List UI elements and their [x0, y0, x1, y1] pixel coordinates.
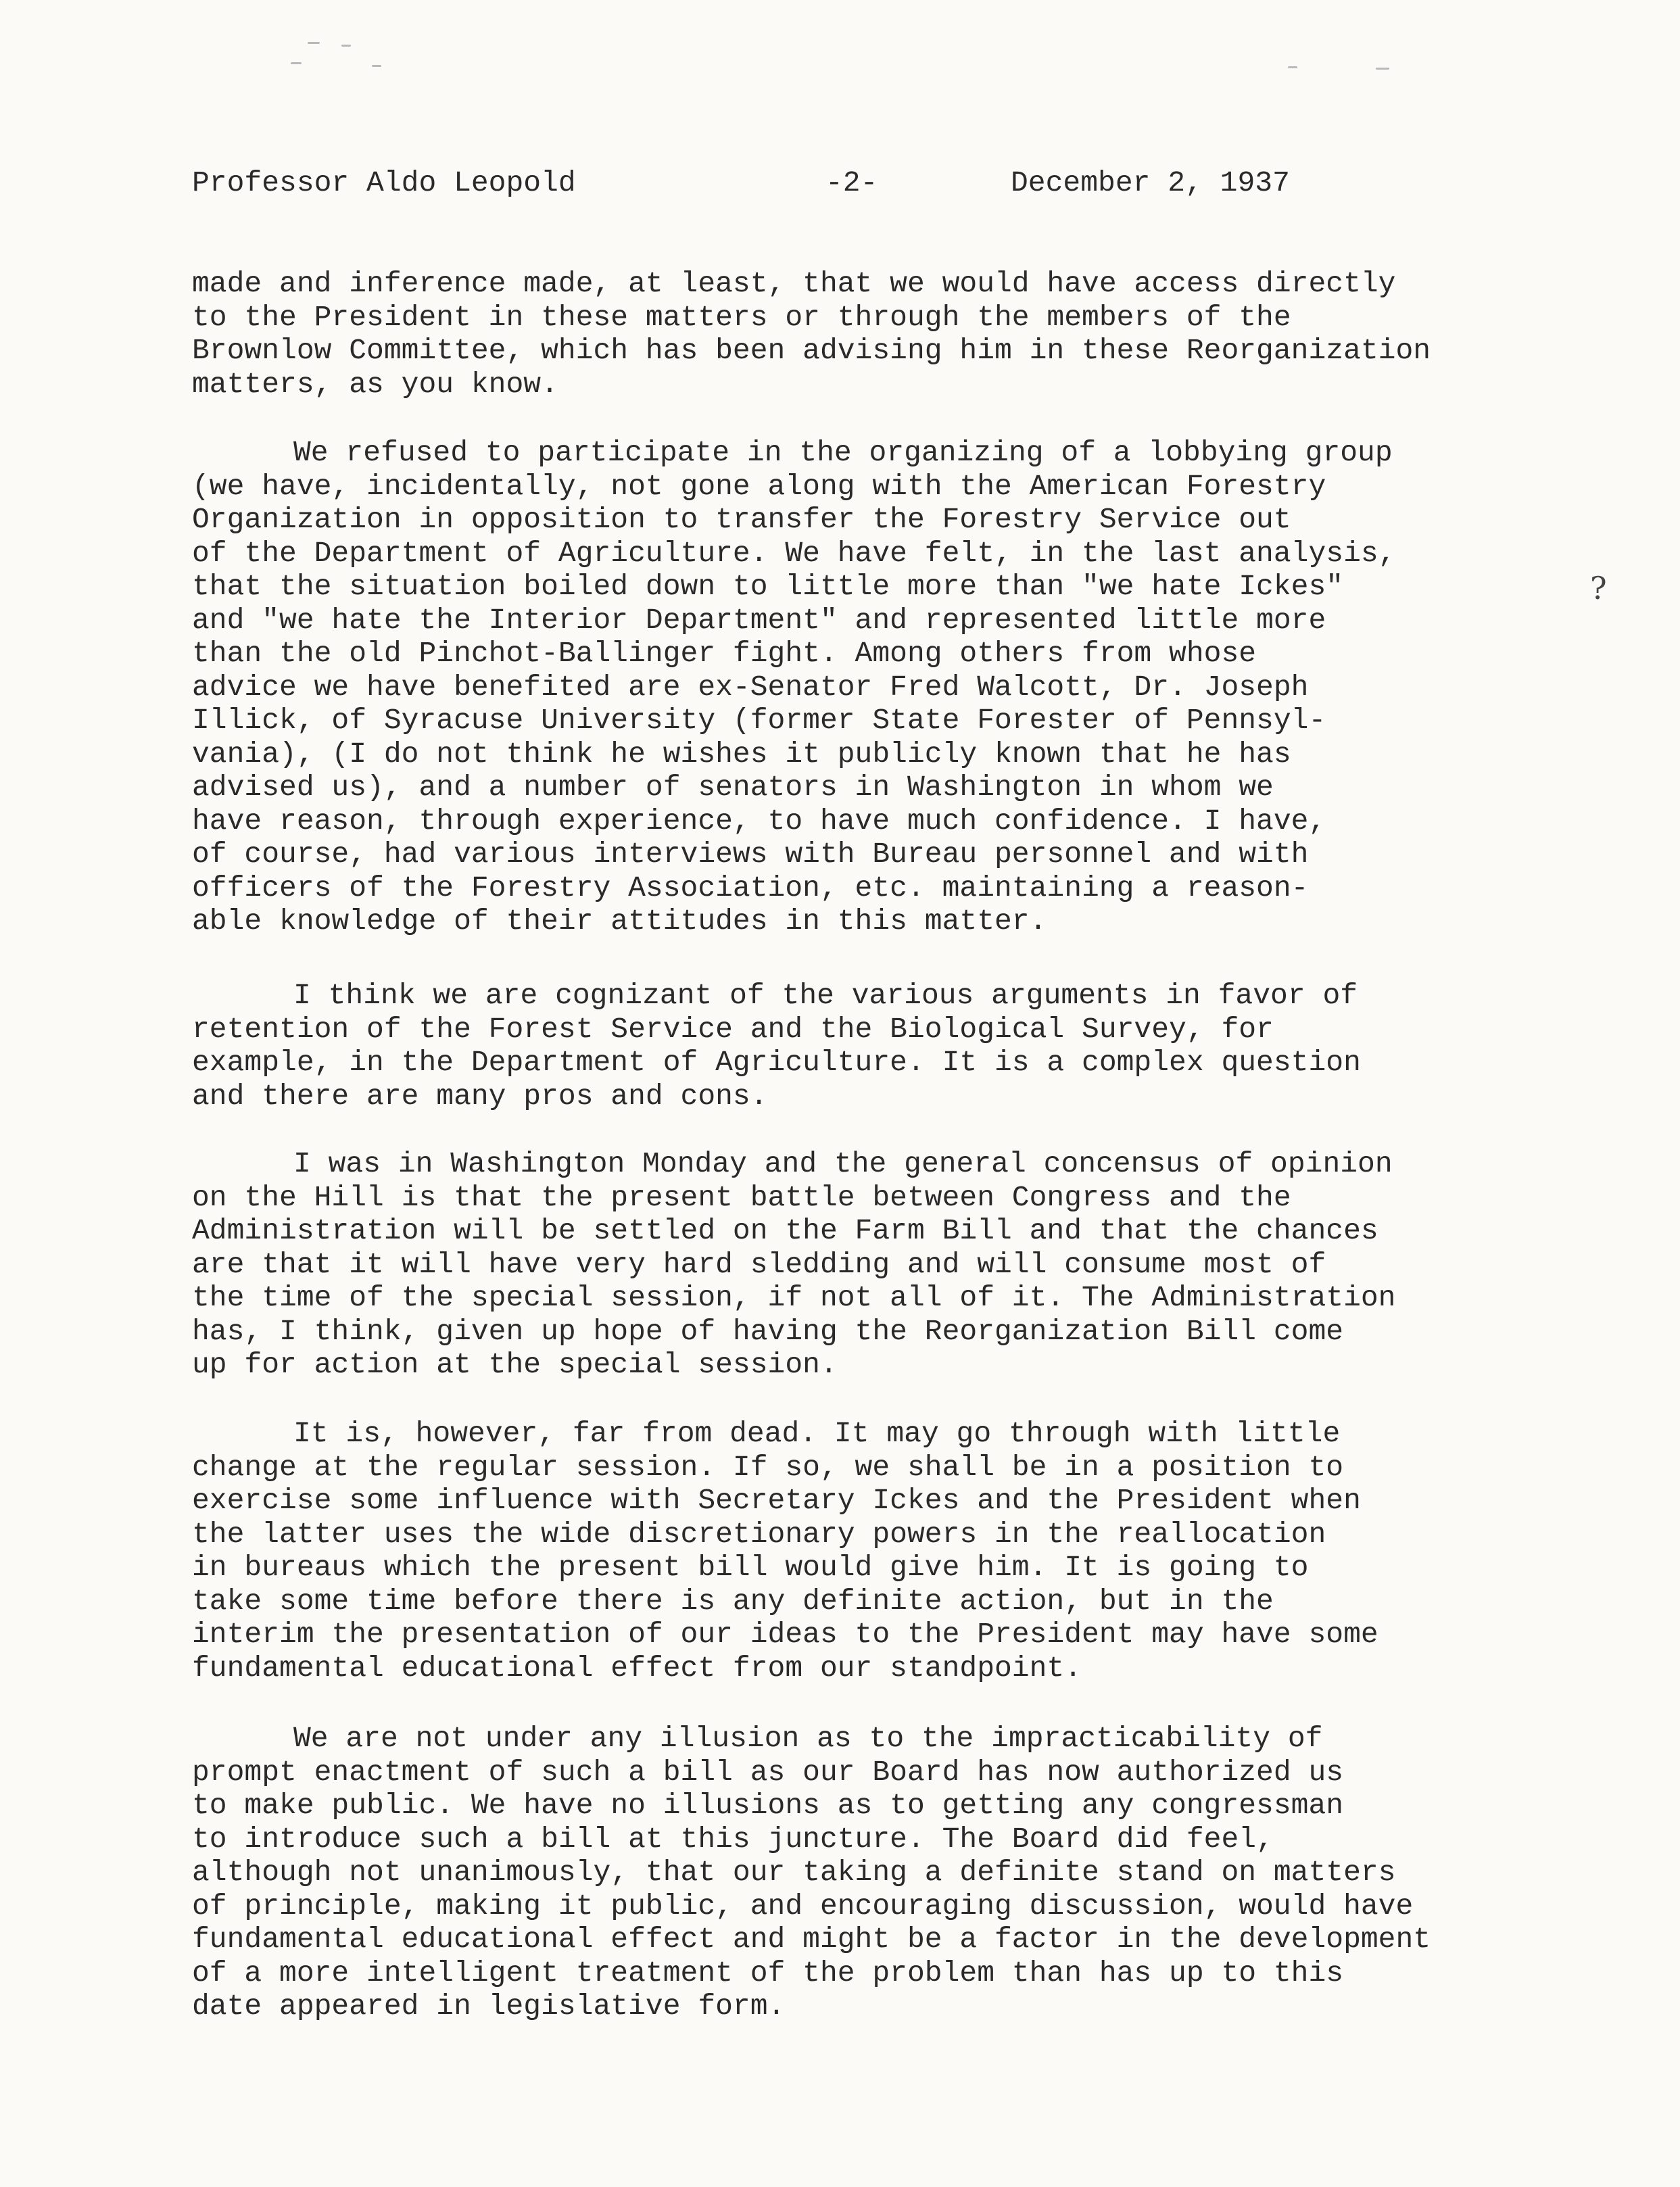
text-line: It is, however, far from dead. It may go through with little	[293, 1417, 1341, 1450]
text-line: on the Hill is that the present battle between Congress and the	[192, 1180, 1291, 1214]
handwritten-margin-mark: ?	[1590, 570, 1607, 606]
text-line: although not unanimously, that our taking a definite stand on matters	[192, 1856, 1396, 1889]
text-line: of principle, making it public, and encouraging discussion, would have	[192, 1889, 1414, 1923]
paragraph-4	[192, 1147, 1396, 1382]
text-line: and "we hate the Interior Department" and represented little more	[192, 603, 1326, 637]
text-line: Administration will be settled on the Farm Bill and that the chances	[192, 1214, 1378, 1247]
ink-smudge	[372, 65, 381, 67]
header-page-number: -2-	[825, 166, 878, 199]
text-line: than the old Pinchot-Ballinger fight. Among others from whose	[192, 637, 1257, 670]
ink-smudge	[1376, 68, 1389, 70]
text-line: fundamental educational effect from our standpoint.	[192, 1651, 1082, 1685]
text-line: exercise some influence with Secretary Ickes and the President when	[192, 1484, 1361, 1517]
text-line: of course, had various interviews with Bureau personnel and with	[192, 838, 1309, 871]
text-line: of a more intelligent treatment of the problem than has up to this	[192, 1956, 1344, 1990]
text-line: the time of the special session, if not all of it. The Administration	[192, 1281, 1396, 1314]
text-line: We refused to participate in the organizing of a lobbying group	[293, 436, 1393, 469]
text-line: advised us), and a number of senators in Washington in whom we	[192, 771, 1274, 804]
text-line: fundamental educational effect and might be a factor in the development	[192, 1923, 1431, 1956]
text-line: that the situation boiled down to little more than "we hate Ickes"	[192, 570, 1344, 603]
paragraph-6	[192, 1722, 1431, 2023]
ink-smudge	[341, 45, 351, 47]
text-line: matters, as you know.	[192, 367, 558, 401]
text-line: change at the regular session. If so, we shall be in a position to	[192, 1450, 1344, 1484]
text-line: to the President in these matters or through the members of the	[192, 300, 1291, 334]
text-line: advice we have benefited are ex-Senator Fred Walcott, Dr. Joseph	[192, 670, 1309, 704]
paragraph-1	[192, 267, 1431, 401]
text-line: interim the presentation of our ideas to the President may have some	[192, 1618, 1378, 1651]
text-line: Illick, of Syracuse University (former State Forester of Pennsyl-	[192, 704, 1326, 737]
ink-smudge	[308, 42, 320, 44]
text-line: example, in the Department of Agriculture. It is a complex question	[192, 1046, 1361, 1079]
letter-header	[192, 160, 1382, 207]
text-line: of the Department of Agriculture. We have felt, in the last analysis,	[192, 536, 1396, 570]
text-line: retention of the Forest Service and the Biological Survey, for	[192, 1012, 1274, 1046]
ink-smudge	[291, 62, 302, 64]
text-line: prompt enactment of such a bill as our Board has now authorized us	[192, 1755, 1344, 1789]
header-date: December 2, 1937	[1011, 166, 1290, 199]
text-line: vania), (I do not think he wishes it publicly known that he has	[192, 737, 1291, 771]
text-line: up for action at the special session.	[192, 1348, 838, 1381]
text-line: We are not under any illusion as to the impracticability of	[293, 1722, 1323, 1755]
ink-smudge	[1288, 66, 1297, 68]
text-line: are that it will have very hard sledding and will consume most of	[192, 1247, 1326, 1281]
paragraph-3	[192, 979, 1361, 1113]
text-line: officers of the Forestry Association, etc. maintaining a reason-	[192, 871, 1309, 905]
text-line: made and inference made, at least, that we would have access directly	[192, 267, 1396, 300]
text-line: (we have, incidentally, not gone along with the American Forestry	[192, 469, 1326, 503]
text-line: to introduce such a bill at this juncture. The Board did feel,	[192, 1822, 1274, 1856]
header-recipient: Professor Aldo Leopold	[192, 166, 576, 199]
text-line: the latter uses the wide discretionary powers in the reallocation	[192, 1517, 1326, 1551]
text-line: take some time before there is any definite action, but in the	[192, 1584, 1274, 1618]
text-line: Brownlow Committee, which has been advising him in these Reorganization	[192, 334, 1431, 367]
text-line: date appeared in legislative form.	[192, 1990, 786, 2023]
paragraph-5	[192, 1417, 1378, 1685]
text-line: I think we are cognizant of the various arguments in favor of	[293, 979, 1358, 1012]
text-line: Organization in opposition to transfer the Forestry Service out	[192, 503, 1291, 536]
paragraph-2	[192, 436, 1396, 938]
text-line: have reason, through experience, to have much confidence. I have,	[192, 804, 1326, 838]
text-line: in bureaus which the present bill would give him. It is going to	[192, 1551, 1309, 1584]
text-line: and there are many pros and cons.	[192, 1079, 768, 1113]
text-line: I was in Washington Monday and the general concensus of opinion	[293, 1147, 1393, 1180]
text-line: has, I think, given up hope of having the Reorganization Bill come	[192, 1314, 1344, 1348]
text-line: to make public. We have no illusions as to getting any congressman	[192, 1789, 1344, 1822]
text-line: able knowledge of their attitudes in this matter.	[192, 905, 1047, 938]
